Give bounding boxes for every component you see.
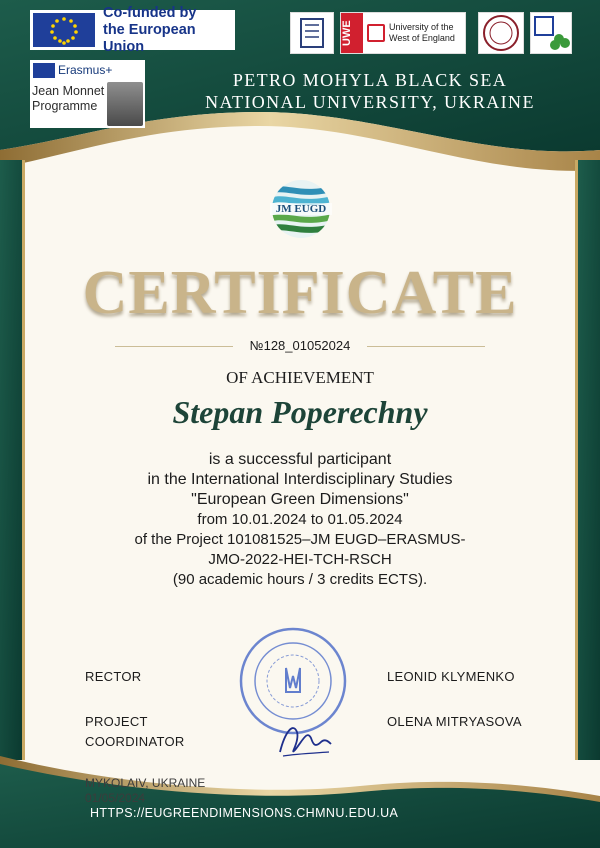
round-seal-logo bbox=[478, 12, 524, 54]
eu-cofunded-text bbox=[103, 5, 235, 56]
uwe-badge: UWE bbox=[341, 13, 363, 53]
university-name-line-1: PETRO MOHYLA BLACK SEA bbox=[232, 70, 508, 90]
coordinator-name: OLENA MITRYASOVA bbox=[387, 714, 522, 729]
certificate-subtitle: OF ACHIEVEMENT bbox=[226, 368, 374, 387]
erasmus-label: Erasmus+ bbox=[58, 63, 113, 77]
coordinator-label-line-2: COORDINATOR bbox=[85, 734, 185, 749]
rector-label: RECTOR bbox=[85, 669, 142, 684]
uwe-mark-icon bbox=[367, 24, 385, 42]
body-line-6: JMO-2022-HEI-TCH-RSCH bbox=[208, 551, 392, 568]
university-crest-logo bbox=[290, 12, 334, 54]
eu-line-1: Co-funded by bbox=[103, 4, 197, 21]
body-line-1: is a successful participant bbox=[208, 451, 392, 468]
erasmus-jean-monnet-logo bbox=[30, 60, 145, 128]
jm-eugd-emblem-icon bbox=[270, 178, 332, 240]
emblem-label: JM EUGD bbox=[270, 203, 332, 215]
jean-monnet-line-1: Jean Monnet bbox=[32, 84, 105, 98]
university-name-line-2: NATIONAL UNIVERSITY, UKRAINE bbox=[205, 92, 535, 112]
body-line-4: from 10.01.2024 to 01.05.2024 bbox=[197, 511, 403, 528]
uwe-line-1: University of the bbox=[389, 22, 454, 32]
certificate-number: №128_01052024 bbox=[249, 338, 351, 353]
body-line-7: (90 academic hours / 3 credits ECTS). bbox=[172, 571, 428, 588]
certificate-title: CERTIFICATE bbox=[82, 259, 518, 327]
clover-logo bbox=[530, 12, 572, 54]
certificate-body bbox=[60, 450, 540, 590]
footer-place: MYKOLAIV, UKRAINE bbox=[85, 776, 206, 790]
eu-flag-small-icon bbox=[33, 63, 55, 78]
jean-monnet-line-2: Programme bbox=[32, 99, 98, 113]
body-line-3: "European Green Dimensions" bbox=[191, 491, 409, 508]
uwe-line-2: West of England bbox=[389, 33, 455, 43]
eu-flag-icon bbox=[33, 13, 95, 47]
eu-cofunded-logo bbox=[30, 4, 235, 55]
coordinator-label-line-1: PROJECT bbox=[85, 714, 148, 729]
body-line-5: of the Project 101081525–JM EUGD–ERASMUS- bbox=[134, 531, 466, 548]
uwe-logo bbox=[340, 12, 466, 54]
body-line-2: in the International Interdisciplinary Studies bbox=[147, 471, 453, 488]
jean-monnet-portrait-icon bbox=[107, 82, 143, 126]
recipient-name: Stepan Poperechny bbox=[172, 394, 428, 430]
eu-line-2: the European Union bbox=[103, 21, 196, 55]
jean-monnet-text bbox=[32, 84, 110, 114]
rector-name: LEONID KLYMENKO bbox=[387, 669, 515, 684]
footer-website-link[interactable]: HTTPS://EUGREENDIMENSIONS.CHMNU.EDU.UA bbox=[90, 806, 399, 820]
footer-date: 01/05/2024 bbox=[85, 791, 146, 805]
signature-icon bbox=[275, 712, 335, 762]
